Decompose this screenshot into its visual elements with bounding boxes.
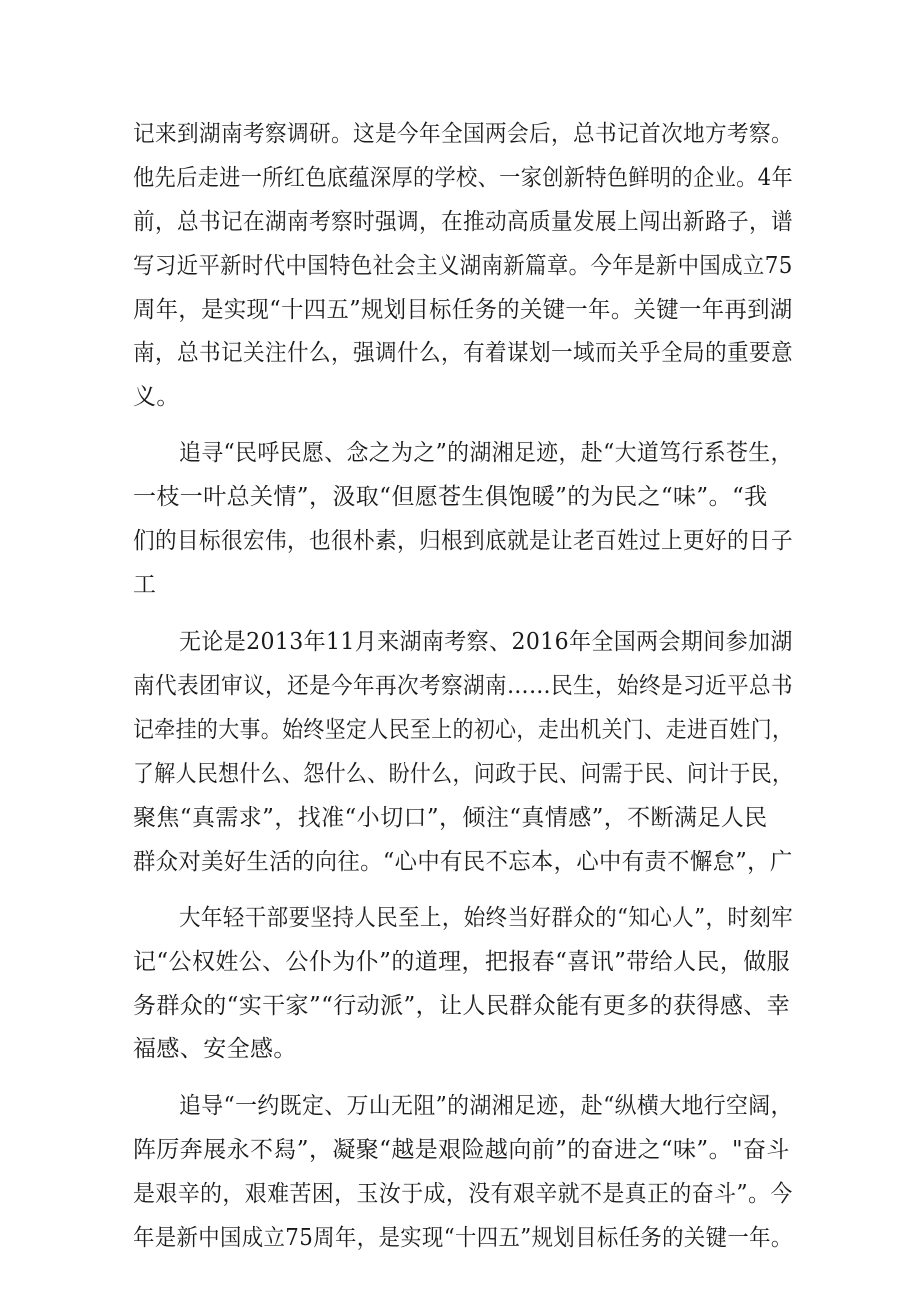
paragraph-line: 追寻“民呼民愿、念之为之”的湖湘足迹，赴“大道笃行系苍生， bbox=[179, 440, 793, 466]
paragraph-line: 记来到湖南考察调研。这是今年全国两会后，总书记首次地方考察。 bbox=[133, 121, 794, 147]
paragraph-line: 阵厉奔展永不舄”，凝聚“越是艰险越向前”的奋进之“味”。"奋斗 bbox=[133, 1137, 790, 1163]
paragraph-line: 记牵挂的大事。始终坚定人民至上的初心，走出机关门、走进百姓门， bbox=[133, 717, 794, 743]
paragraph-line: 南代表团审议，还是今年再次考察湖南……民生，始终是习近平总书 bbox=[133, 673, 794, 699]
paragraph-line: 群众对美好生活的向往。“心中有民不忘本，心中有责不懈怠”，广 bbox=[133, 849, 793, 875]
paragraph-line: 一枝一叶总关情”，汲取“但愿苍生俱饱暖”的为民之“味”。“我 bbox=[133, 484, 768, 510]
paragraph-line: 务群众的“实干家”“行动派”，让人民群众能有更多的获得感、幸 bbox=[133, 993, 791, 1019]
paragraph-line: 们的目标很宏伟，也很朴素，归根到底就是让老百姓过上更好的日子 bbox=[133, 528, 794, 554]
paragraph-line: 年是新中国成立75周年，是实现“十四五”规划目标任务的关键一年。 bbox=[133, 1225, 793, 1251]
paragraph-line: 是艰辛的，艰难苦困，玉汝于成，没有艰辛就不是真正的奋斗”。今 bbox=[133, 1181, 793, 1207]
paragraph-line: 记“公权姓公、公仆为仆”的道理，把报春“喜讯”带给人民，做服 bbox=[133, 949, 791, 975]
paragraph-line: 他先后走进一所红色底蕴深厚的学校、一家创新特色鲜明的企业。4年 bbox=[133, 165, 794, 191]
paragraph-line: 工 bbox=[133, 572, 157, 598]
paragraph-line: 前，总书记在湖南考察时强调，在推动高质量发展上闯出新路子，谱 bbox=[133, 209, 794, 235]
paragraph-line: 周年，是实现“十四五”规划目标任务的关键一年。关键一年再到湖 bbox=[133, 297, 793, 323]
paragraph-line: 福感、安全感。 bbox=[133, 1036, 297, 1062]
paragraph-line: 无论是2013年11月来湖南考察、2016年全国两会期间参加湖 bbox=[179, 629, 793, 655]
paragraph-line: 写习近平新时代中国特色社会主义湖南新篇章。今年是新中国成立75 bbox=[133, 253, 793, 279]
paragraph-line: 聚焦“真需求”，找准“小切口”，倾注“真情感”，不断满足人民 bbox=[133, 805, 768, 831]
paragraph-line: 大年轻干部要坚持人民至上，始终当好群众的“知心人”，时刻牢 bbox=[179, 905, 794, 931]
paragraph-line: 追导“一约既定、万山无阻”的湖湘足迹，赴“纵横大地行空阔， bbox=[179, 1093, 793, 1119]
paragraph-line: 义。 bbox=[133, 384, 180, 410]
paragraph-line: 南，总书记关注什么，强调什么，有着谋划一域而关乎全局的重要意 bbox=[133, 340, 794, 366]
paragraph-line: 了解人民想什么、怨什么、盼什么，问政于民、问需于民、问计于民， bbox=[133, 761, 794, 787]
